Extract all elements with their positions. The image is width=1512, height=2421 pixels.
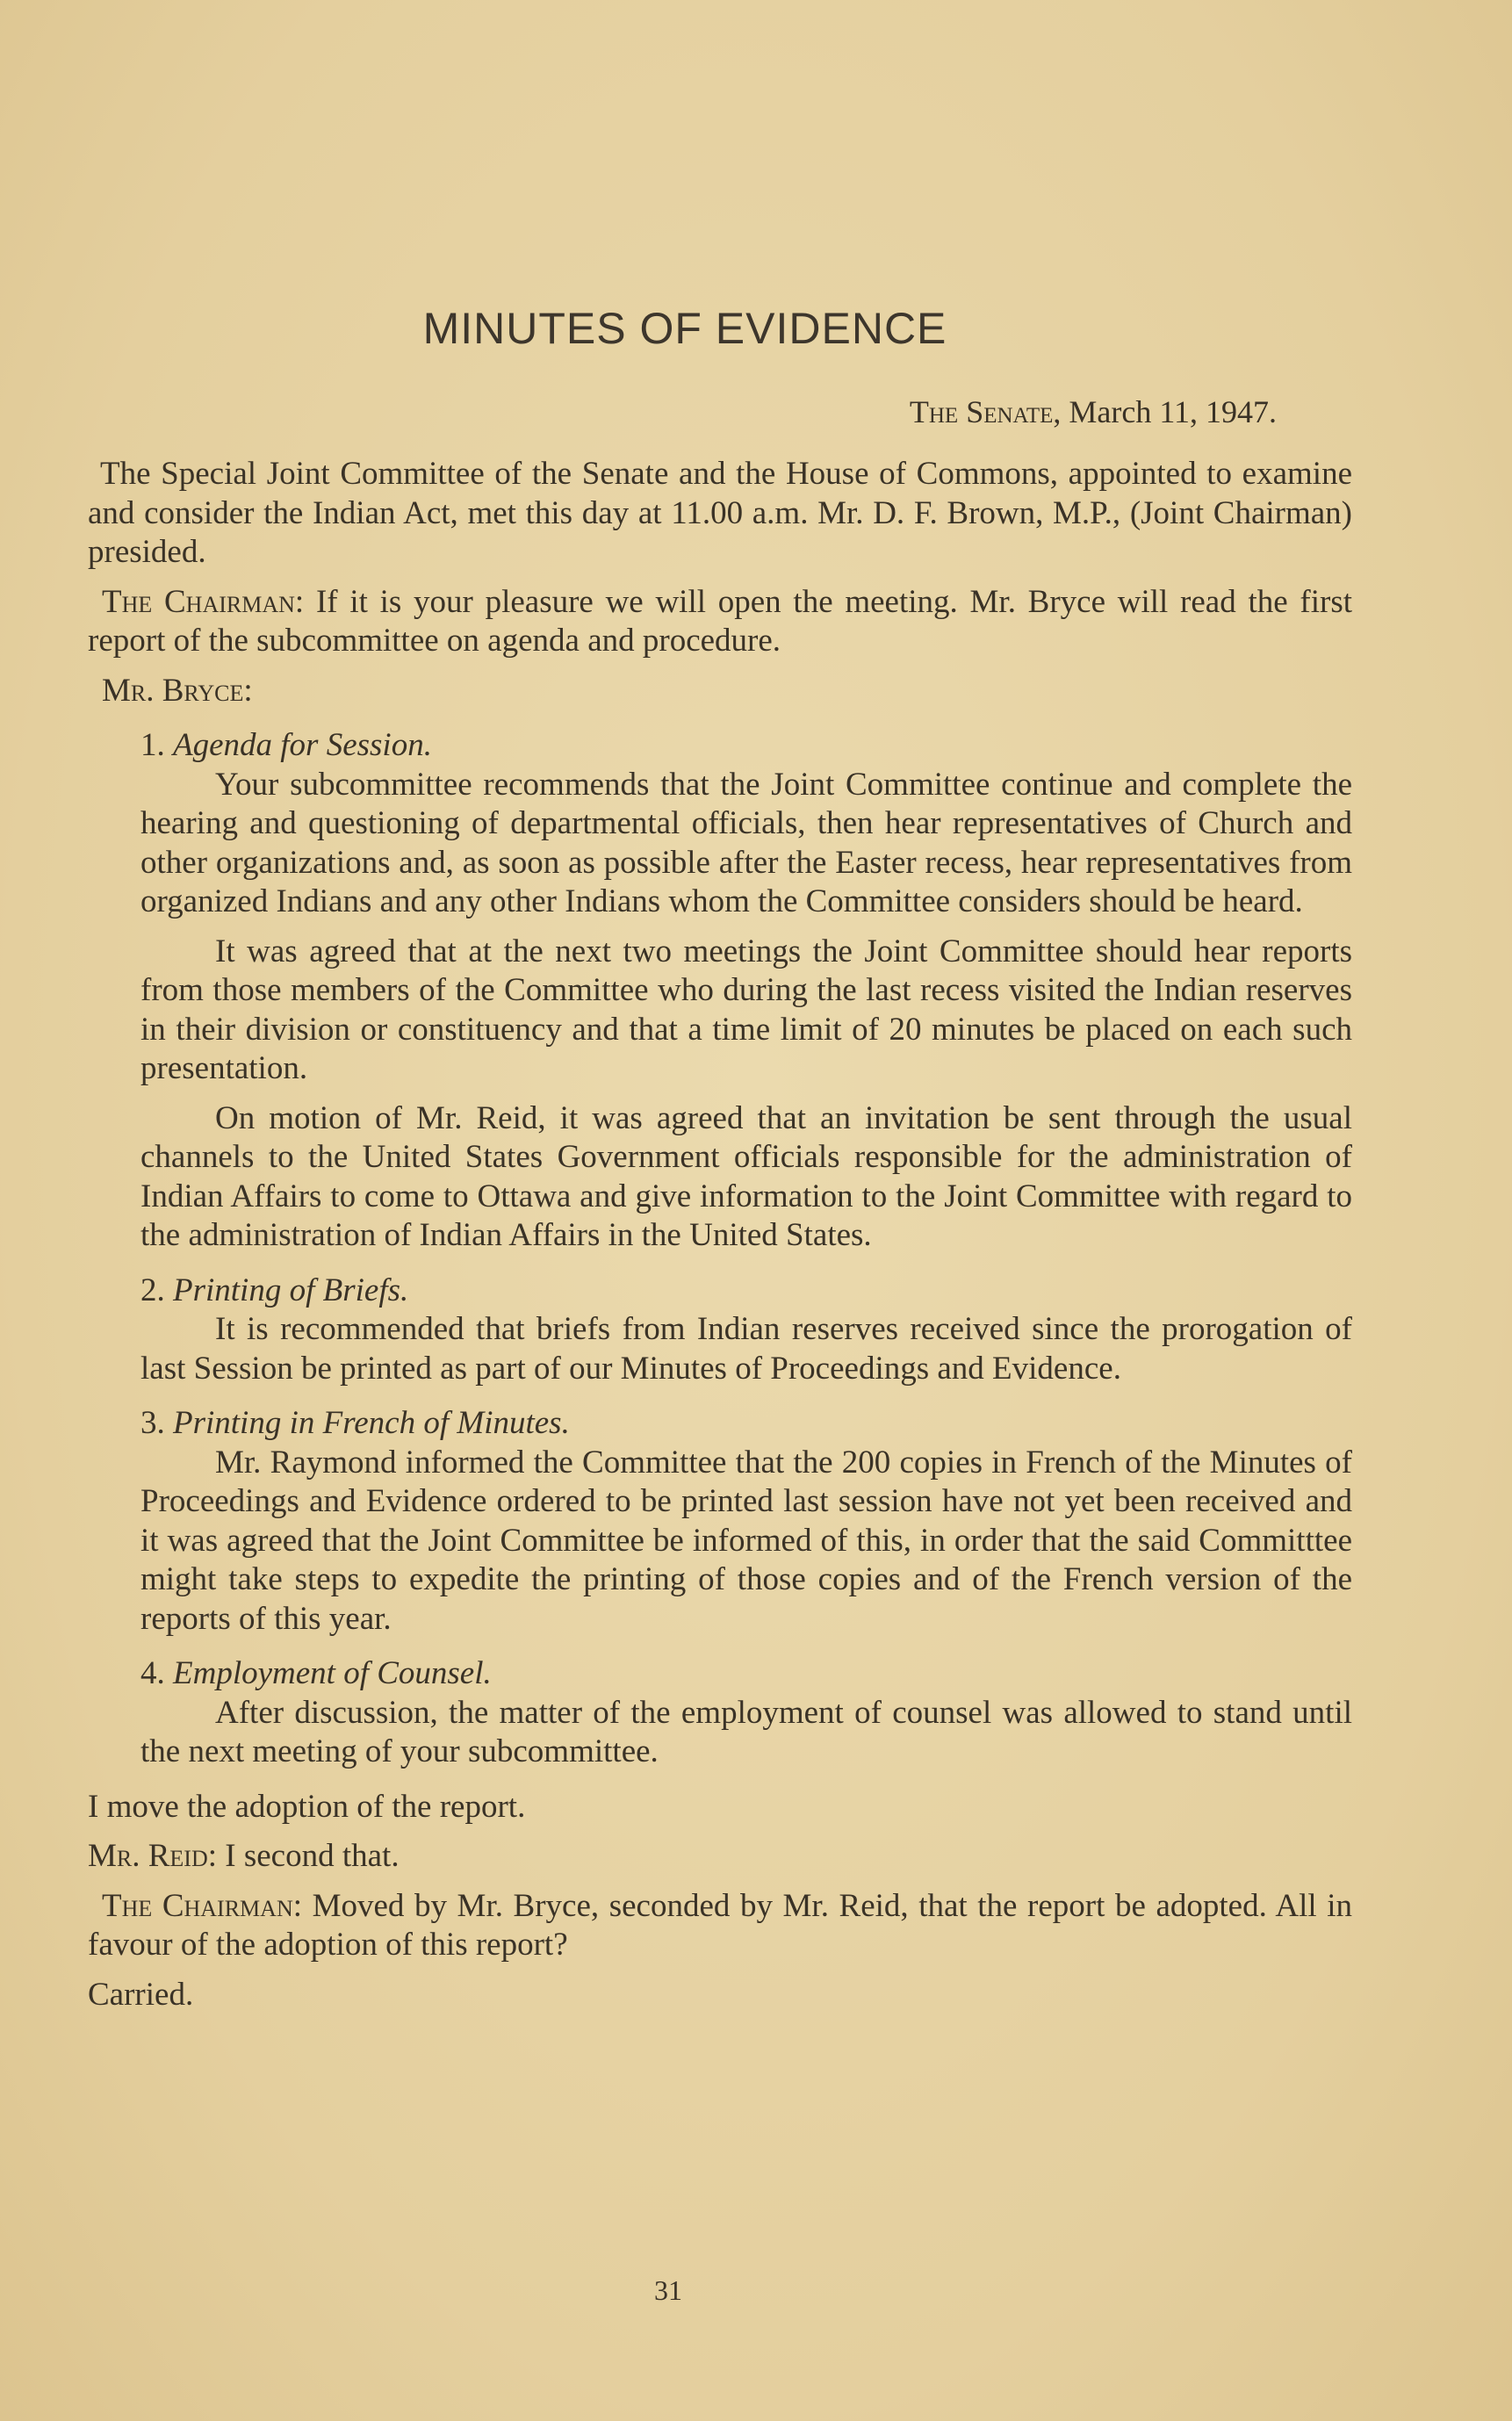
- section-paragraph: Mr. Raymond informed the Committee that the 200 copies in French of the Minutes of Proceedings and Evidence ordered to be printed last session have not yet been received and it was agreed that the Joint Committee be informed of this, in order that the said Committtee might take steps to expedite the printing of those copies and of the French version of the reports of this year.: [140, 1444, 1352, 1637]
- chairman-remark: [88, 583, 1352, 661]
- section-paragraph: On motion of Mr. Reid, it was agreed that an invitation be sent through the usual channels to the United States Government officials responsible for the administration of Indian Affairs to come to Ottawa and give information to the Joint Committee with regard to the administration of Indian Affairs in the United States.: [140, 1099, 1352, 1253]
- reid-remark-text: I second that.: [225, 1838, 400, 1874]
- section-paragraph: It was agreed that at the next two meetings the Joint Committee should hear reports from those members of the Committee who during the last recess visited the Indian reserves in their division or constituency and that a time limit of 20 minutes be placed on each such presentation.: [140, 933, 1352, 1086]
- minutes-body: [88, 455, 1352, 2014]
- section-paragraph: After discussion, the matter of the employment of counsel was allowed to stand until the next meeting of your subcommittee.: [140, 1694, 1352, 1769]
- section-paragraph: Your subcommittee recommends that the Joint Committee continue and complete the hearing and questioning of departmental officials, then hear representatives of Church and other organizations and, as soon as possible after the Easter recess, hear representatives from organized Indians and any other Indians whom the Committee considers should be heard.: [140, 766, 1352, 919]
- section-number: 3.: [140, 1405, 165, 1441]
- speaker-chairman: The Chairman:: [102, 1887, 303, 1924]
- section-paragraph: It is recommended that briefs from Indian reserves received since the prorogation of last Session be printed as part of our Minutes of Proceedings and Evidence.: [140, 1311, 1352, 1387]
- section-number: 2.: [140, 1272, 165, 1308]
- carried-line: Carried.: [88, 1976, 194, 2013]
- speaker-chairman: The Chairman:: [102, 583, 305, 620]
- speaker-reid: Mr. Reid:: [88, 1838, 218, 1874]
- dateline: [910, 393, 1277, 430]
- section-title: Printing in French of Minutes.: [173, 1405, 570, 1441]
- section-heading: [140, 1272, 1352, 1311]
- dateline-place: The Senate,: [909, 394, 1062, 429]
- chairman-remark-text: If it is your pleasure we will open the meeting. Mr. Bryce will read the first report of the subcommittee on agenda and procedure.: [88, 583, 1352, 659]
- section-title: Agenda for Session.: [173, 727, 432, 763]
- section-number: 4.: [140, 1655, 165, 1691]
- section-number: 1.: [140, 727, 165, 763]
- section-heading: [140, 726, 1352, 766]
- reid-remark: [88, 1837, 1352, 1877]
- chairman-motion: [88, 1887, 1352, 1965]
- chairman-motion-text: Moved by Mr. Bryce, seconded by Mr. Reid, that the report be adopted. All in favour of the adoption of this report?: [88, 1887, 1352, 1963]
- section-heading: [140, 1404, 1352, 1444]
- section-title: Employment of Counsel.: [173, 1655, 492, 1691]
- speaker-bryce: Mr. Bryce:: [102, 672, 253, 709]
- section-heading: [140, 1654, 1352, 1694]
- opening-paragraph: The Special Joint Committee of the Senate and the House of Commons, appointed to examine and consider the Indian Act, met this day at 11.00 a.m. Mr. D. F. Brown, M.P., (Joint Chairman) presided.: [88, 456, 1352, 570]
- speaker-bryce-line: [88, 672, 1352, 711]
- section-title: Printing of Briefs.: [173, 1272, 409, 1308]
- dateline-date: March 11, 1947.: [1069, 394, 1277, 429]
- page-number: 31: [654, 2274, 682, 2306]
- page-title: MINUTES OF EVIDENCE: [422, 304, 947, 353]
- move-adoption: I move the adoption of the report.: [88, 1788, 526, 1825]
